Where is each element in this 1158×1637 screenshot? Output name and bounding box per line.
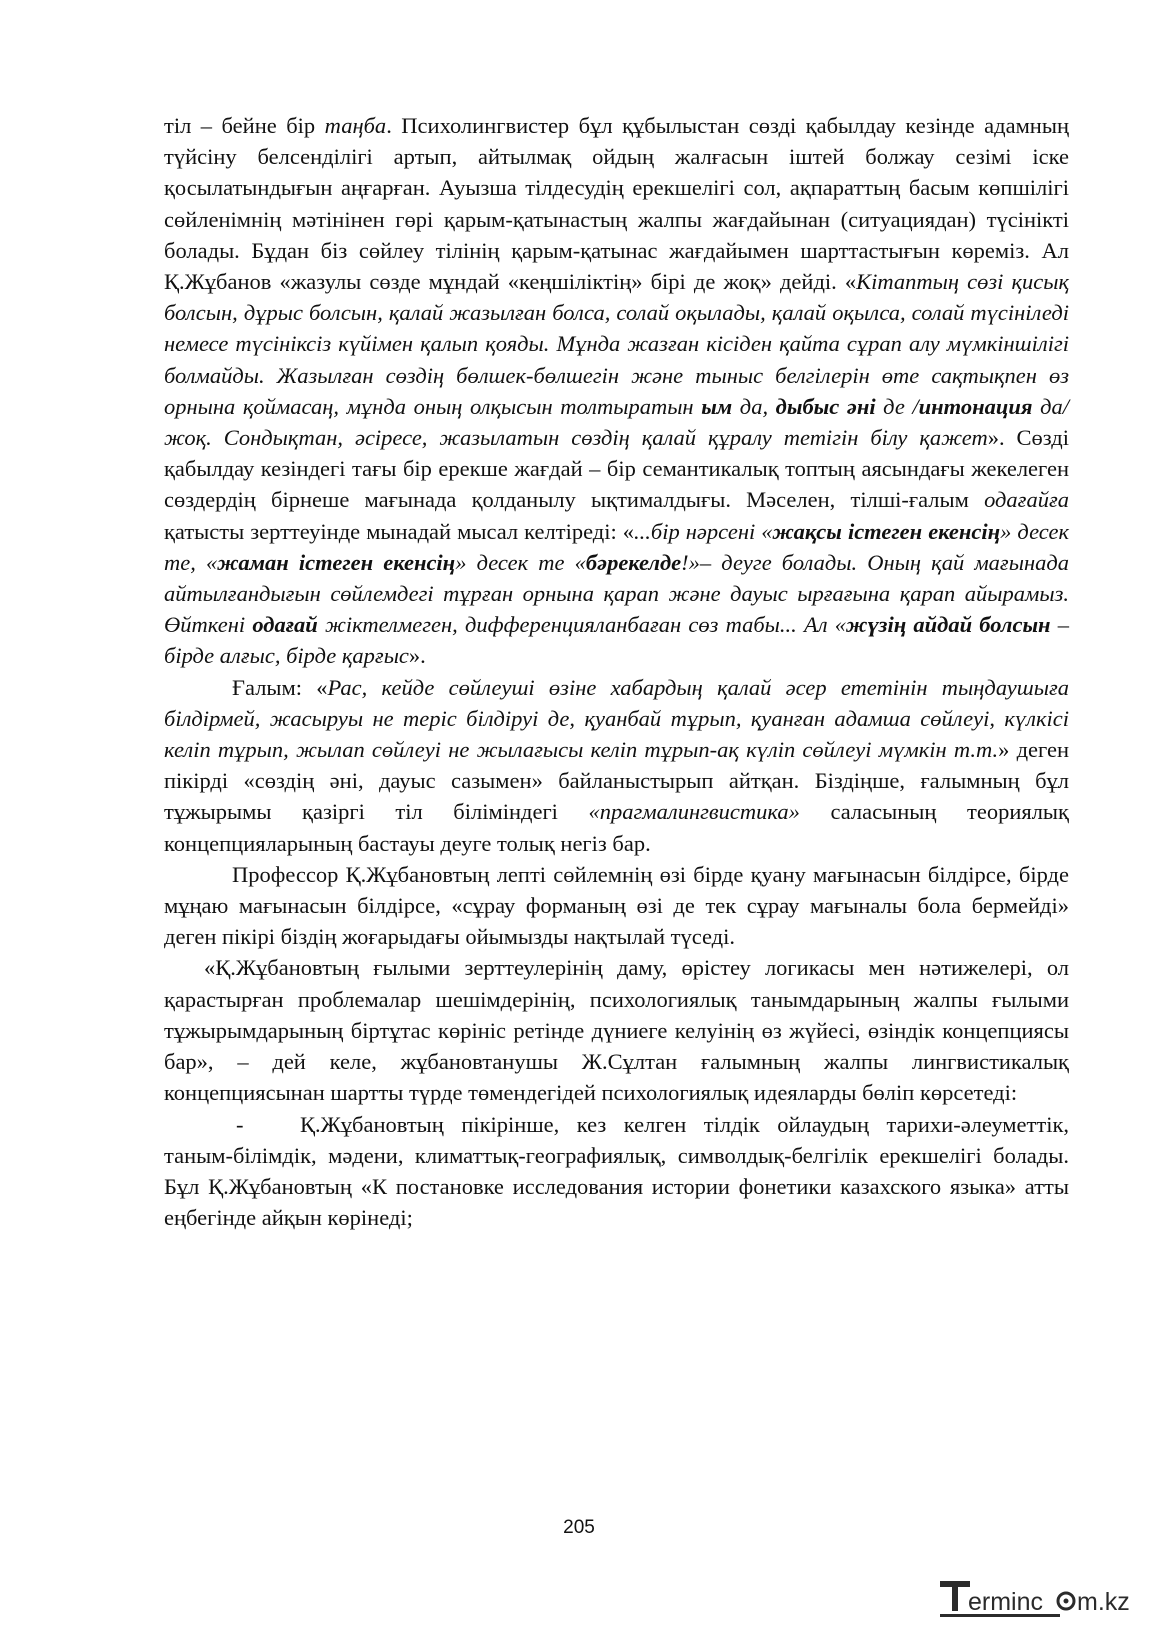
body-paragraph [164,110,1069,672]
text-run: де / [875,393,919,419]
text-run: жүзің айдай болсын [846,612,1051,638]
body-paragraph [164,952,1069,1108]
text-run: жақсы істеген екенсің [772,518,1001,544]
body-paragraph [164,859,1069,953]
text-run: да/ жоқ. Сондықтан, әсіресе, жазылатын сөздің қалай құралу тетігін білу қажет [164,393,1069,451]
text-run: жіктелмеген, дифференцияланбаған сөз табы... Ал « [317,612,846,638]
text-run: !»– деуге болады. Оның қай мағынада айтылғандығын сөйлемдегі тұрған орнына қарап және дауыс ырғағына қарап айырамыз. Өйткені [164,549,1069,638]
text-run: «прагмалингвистика» [588,799,800,825]
text-run: интонация [918,393,1033,419]
text-run: » десек те « [455,549,586,575]
text-run: «Қ.Жұбановтың ғылыми зерттеулерінің даму, өрістеу логикасы мен нәтижелері, ол қарастырған проблемалар шешімдерінің, психологиялық танымдарының жалпы ғылыми тұжырымдарының біртұтас көрініс ретінде дүниеге келуінің өз жүйесі, өзіндік концепциясы бар», – дей келе, жұбановтанушы Ж.Сұлтан ғалымның жалпы лингвистикалық концепциясынан шартты түрде төмендегідей психологиялық идеяларды бөліп көрсетеді: [164,955,1069,1106]
text-run: тіл – бейне бір [164,113,325,138]
svg-text:erminc: erminc [968,1588,1044,1616]
bullet-dash: - [236,1111,244,1137]
text-run: ым [701,393,733,419]
watermark-logo [938,1577,1148,1627]
text-run: » десек те, « [164,518,1069,575]
text-run: . Психолингвистер бұл құбылыстан сөзді қабылдау кезінде адамның түйсіну белсенділігі артып, айтылмақ ойдың жалғасын іштей болжау сезімі іске қосылатындығын аңғарған. Ауызша тілдесудің ерекшелігі сол, ақпараттың басым көпшілігі сөйленімнің мәтінінен гөрі қарым-қатынастың жалпы жағдайынан (ситуациядан) түсінікті болады. Бұдан біз сөйлеу тілінің қарым-қатынас жағдайымен шарттастығын көреміз. Ал Қ.Жұбанов «жазулы сөзде мұндай «кеңшіліктің» бірі де жоқ» дейді. « [164,113,1070,295]
text-run: саласының теориялық концепцияларының бастауы деуге толық негіз бар. [164,799,1069,856]
text-run: таңба [324,113,387,138]
document-body [164,110,1069,1233]
text-run: ...бір нәрсені « [634,518,773,544]
page-number: 205 [563,1517,595,1538]
body-paragraph [164,672,1069,859]
text-run: одағай [252,612,318,638]
text-run: – бірде алғыс, бірде қарғыс [164,612,1070,669]
text-run: одағайға [984,487,1069,513]
text-run: да, [732,393,776,419]
text-run: Кітаптың сөзі қисық болсын, дұрыс болсын, қалай жазылған болса, солай оқылады, қалай оқылса, солай түсініледі немесе түсініксіз күйімен қалып қояды. Мұнда жазған кісіден қайта сұрап алу мүмкіншілігі болмайды. Жазылған сөздің бөлшек-бөлшегін және тыныс белгілерін өте сақтықпен өз орнына қоймасаң, мұнда оның олқысын толтыратын [164,269,1070,419]
svg-text:m.kz: m.kz [1077,1588,1130,1616]
text-run: Қ.Жұбановтың пікірінше, кез келген тілдік ойлаудың тарихи-әлеуметтік, таным-білімдік, мәдени, климаттық-географиялық, символдық-белгілік ерекшелігі болады. Бұл Қ.Жұбановтың «К постановке исследования истории фонетики казахского языка» атты еңбегінде айқын көрінеді; [164,1111,1069,1231]
text-run: Профессор Қ.Жұбановтың лепті сөйлемнің өзі бірде қуану мағынасын білдірсе, бірде мұңаю мағынасын білдірсе, «сұрау форманың өзі де тек сұрау мағыналы бола бермейді» деген пікірі біздің жоғарыдағы ойымызды нақтылай түседі. [164,861,1069,950]
text-run: » деген пікірді «сөздің әні, дауыс сазымен» байланыстырып айтқан. Біздіңше, ғалымның бұл тұжырымы қазіргі тіл біліміндегі [164,737,1069,825]
text-run: Рас, кейде сөйлеуші өзіне хабардың қалай әсер ететінін тыңдаушыға білдірмей, жасыруы не теріс білдіруі де, қуанбай тұрып, қуанған адамша сөйлеуі, күлкісі келіп тұрып, жылап сөйлеуі не жылағысы келіп тұрып-ақ күліп сөйлеуі мүмкін т.т. [164,674,1070,763]
bullet-paragraph [164,1109,1069,1234]
text-run: қатысты зерттеуінде мынадай мысал келтіреді: « [164,518,635,544]
text-run: жаман істеген екенсің [217,549,456,575]
text-run: ». [408,643,426,669]
text-run: Ғалым: « [232,674,328,700]
text-run: дыбыс әні [775,393,876,419]
termincom-logo-icon [938,1577,1148,1627]
text-run: бәрекелде [585,549,682,575]
text-run: ». Сөзді қабылдау кезіндегі тағы бір ерекше жағдай – бір семантикалық топтың аясындағы жекелеген сөздердің бірнеше мағынада қолданылу ықтималдығы. Мәселен, тілші-ғалым [164,425,1069,513]
